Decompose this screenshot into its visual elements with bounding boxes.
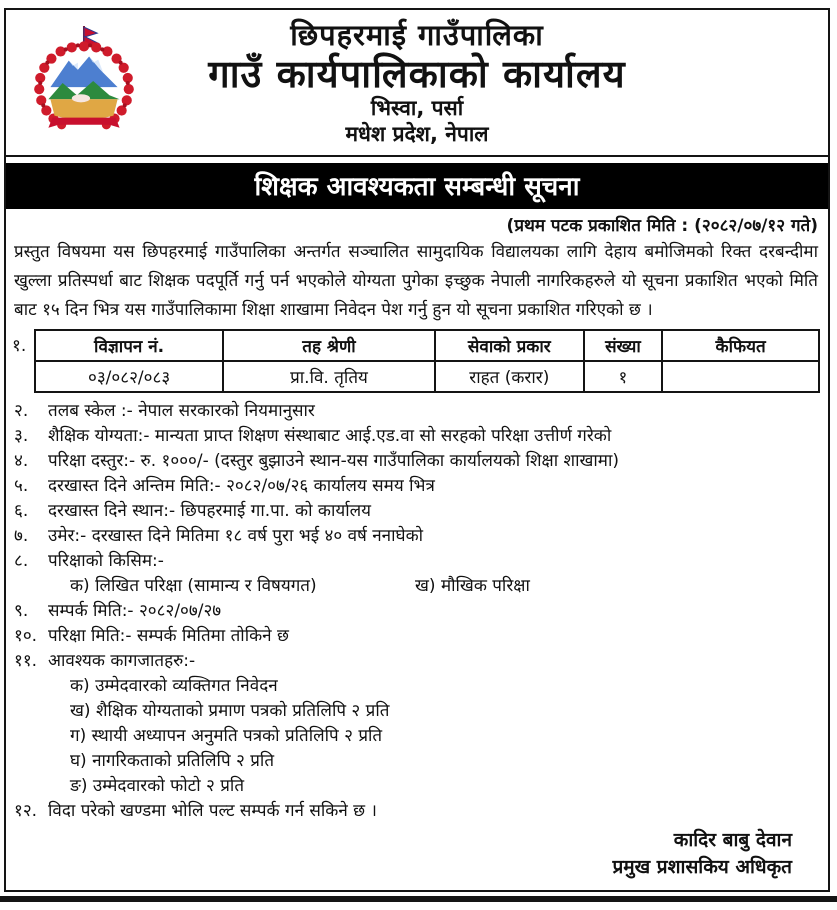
item-text: उमेर:- दरखास्त दिने मितिमा १८ वर्ष पुरा भई ४० वर्ष ननाघेको [48,526,424,546]
bottom-divider-rule [0,896,837,902]
required-doc-item: ङ) उम्मेदवारको फोटो २ प्रति [70,776,245,796]
letterhead [6,10,828,157]
vacancy-table-block [12,329,820,393]
exam-option-oral: ख) मौखिक परिक्षा [415,576,530,596]
vacancy-table-header-row [35,330,819,361]
item-number: ९. [14,601,29,621]
required-doc-item: घ) नागरिकताको प्रतिलिपि २ प्रति [70,751,275,771]
item-number: ५. [14,476,29,496]
item-text: परिक्षा दस्तुर:- रु. १०००/- (दस्तुर बुझाउने स्थान-यस गाउँपालिका कार्यालयको शिक्षा शाखामा) [48,451,619,471]
header-office-name: गाउँ कार्यपालिकाको कार्यालय [208,52,626,96]
item-text: विदा परेको खण्डमा भोलि पल्ट सम्पर्क गर्न सकिने छ । [48,801,377,821]
item-number: ६. [14,501,29,521]
item-text: सम्पर्क मिति:- २०८२/०७/२७ [48,601,222,621]
required-doc-item: क) उम्मेदवारको व्यक्तिगत निवेदन [70,676,278,696]
published-date: (प्रथम पटक प्रकाशित मिति : (२०८२/०७/१२ गते) [506,216,818,236]
cell-advert-no: ०३/०८२/०८३ [35,361,223,392]
required-doc-item: ग) स्थायी अध्यापन अनुमति पत्रको प्रतिलिपि २ प्रति [70,726,383,746]
item-text: शैक्षिक योग्यता:- मान्यता प्राप्त शिक्षण संस्थाबाट आई.एड.वा सो सरहको परिक्षा उत्तीर्ण गरेको [48,426,612,446]
item-text: दरखास्त दिने अन्तिम मिति:- २०८२/०७/२६ कार्यालय समय भित्र [48,476,435,496]
notice-document [4,8,830,892]
item-number: २. [14,401,29,421]
cell-service-type: राहत (करार) [435,361,584,392]
item-text: आवश्यक कागजातहरु:- [48,651,196,671]
list-item [12,799,820,824]
list-item [12,449,820,474]
list-item [12,499,820,524]
item-number: ७. [14,526,29,546]
list-item [12,399,820,424]
exam-option-written: क) लिखित परिक्षा (सामान्य र विषयगत) [70,576,317,596]
signatory-name: कादिर बाबु देवान [673,829,792,851]
item-text: परिक्षाको किसिम:- [48,551,164,571]
col-count: संख्या [584,330,662,361]
header-municipality-name: छिपहरमाई गाउँपालिका [290,18,544,52]
header-address: भिस्वा, पर्सा [370,96,464,121]
cell-count: १ [584,361,662,392]
list-item [12,524,820,549]
item-number: ३. [14,426,29,446]
vacancy-table-data-row [35,361,819,392]
item-text: परिक्षा मिति:- सम्पर्क मितिमा तोकिने छ [48,626,289,646]
item-text: तलब स्केल :- नेपाल सरकारको नियमानुसार [48,401,315,421]
col-service-type: सेवाको प्रकार [435,330,584,361]
conditions-list [12,399,820,824]
item-number: ८. [14,551,29,571]
item-number: ११. [14,651,38,671]
cell-remarks [662,361,819,392]
nepal-coat-of-arms-icon [28,24,140,140]
header-province: मधेश प्रदेश, नेपाल [345,122,489,147]
notice-title-banner: शिक्षक आवश्यकता सम्बन्धी सूचना [6,163,828,209]
list-item [12,549,820,574]
required-doc-item: ख) शैक्षिक योग्यताको प्रमाण पत्रको प्रतिलिपि २ प्रति [70,701,390,721]
list-item [12,474,820,499]
notice-body [6,213,828,881]
col-level-grade: तह श्रेणी [223,330,435,361]
list-item [12,624,820,649]
vacancy-table [34,329,820,393]
signature-block [12,827,820,881]
cell-level-grade: प्रा.वि. तृतिय [223,361,435,392]
item-text: दरखास्त दिने स्थान:- छिपहरमाई गा.पा. को कार्यालय [48,501,371,521]
list-item [12,649,820,674]
item-number: १२. [14,801,38,821]
exam-type-options [12,574,820,599]
intro-paragraph: प्रस्तुत विषयमा यस छिपहरमाई गाउँपालिका अन्तर्गत सञ्चालित सामुदायिक विद्यालयका लागि देहाय बमोजिमको रिक्त दरबन्दीमा खुल्ला प्रतिस्पर्धा बाट शिक्षक पदपूर्ति गर्नु पर्न भएकोले योग्यता पुगेका इच्छुक नेपाली नागरिकहरुले यो सूचना प्रकाशित भएको मिति बाट १५ दिन भित्र यस गाउँपालिकामा शिक्षा शाखामा निवेदन पेश गर्नु हुन यो सूचना प्रकाशित गरिएको छ । [14,242,818,320]
item-number: ४. [14,451,29,471]
col-remarks: कैफियत [662,330,819,361]
signatory-title: प्रमुख प्रशासकिय अधिकृत [612,856,792,878]
list-item [12,424,820,449]
list-item [12,599,820,624]
col-advert-no: विज्ञापन नं. [35,330,223,361]
item-number: १०. [14,626,38,646]
table-row-number: १. [12,336,27,356]
